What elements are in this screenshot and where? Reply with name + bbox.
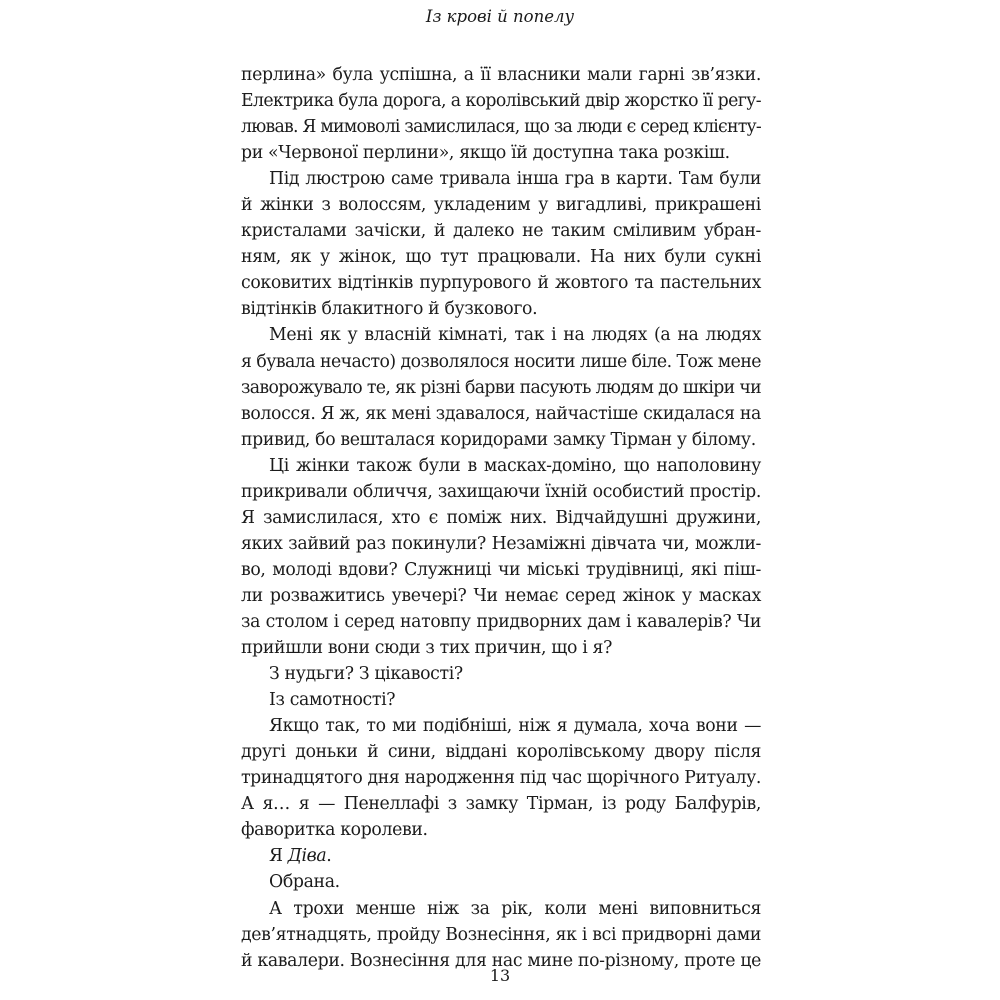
text-line: я бувала нечасто) дозволялося носити лише біле. Тож мене: [241, 351, 761, 372]
text-line: Із самотності?: [269, 690, 396, 711]
text-line: А трохи менше ніж за рік, коли мені виповниться: [269, 898, 761, 919]
text-line: ри «Червоної перлини», якщо їй доступна така розкіш.: [241, 143, 730, 164]
text-line: яких зайвий раз покинули? Незаміжні дівчата чи, можли-: [241, 533, 761, 554]
text-line: Мені як у власній кімнаті, так і на людях (а на людях: [269, 325, 761, 346]
text-line: заворожувало те, як різні барви пасують людям до шкіри чи: [241, 377, 761, 398]
text-line: прийшли вони сюди з тих причин, що і я?: [241, 638, 612, 659]
text-line: й жінки з волоссям, укладеним у вигадливі, прикрашені: [241, 195, 761, 216]
text-line: другі доньки й сини, віддані королівському двору після: [241, 742, 761, 763]
text-run: .: [326, 846, 332, 867]
text-line: лював. Я мимоволі замислилася, що за люди є серед клієнту-: [241, 117, 761, 138]
text-line: за столом і серед натовпу придворних дам і кавалерів? Чи: [241, 611, 761, 632]
text-line: кристалами зачіски, й далеко не таким сміливим убран-: [241, 221, 761, 242]
text-line: волосся. Я ж, як мені здавалося, найчастіше скидалася на: [241, 403, 761, 424]
running-head: Із крові й попелу: [425, 7, 575, 26]
text-line: перлина» була успішна, а її власники мали гарні зв’язки.: [241, 65, 761, 85]
text-line: Обрана.: [269, 872, 340, 893]
text-line: Ці жінки також були в масках-доміно, що наполовину: [269, 455, 761, 476]
body-text: [241, 62, 761, 974]
text-line: й кавалери. Вознесіння для нас мине по-різному, проте це: [241, 950, 761, 971]
text-line: тринадцятого дня народження під час щорічного Ритуалу.: [241, 768, 761, 789]
text-line: Я замислилася, хто є поміж них. Відчайдушні дружини,: [241, 507, 761, 528]
text-line: прикривали обличчя, захищаючи їхній особистий простір.: [241, 481, 761, 502]
text-line: соковитих відтінків пурпурового й жовтого та пастельних: [241, 273, 761, 294]
text-line: ням, як у жінок, що тут працювали. На них були сукні: [241, 247, 761, 268]
text-line: дев’ятнадцять, пройду Вознесіння, як і всі придворні дами: [241, 924, 761, 945]
italic-text-run: Діва: [287, 846, 327, 867]
text-line: Якщо так, то ми подібніші, ніж я думала, хоча вони —: [269, 716, 761, 737]
text-line: ли розважитись увечері? Чи немає серед жінок у масках: [241, 585, 761, 606]
text-line: З нудьги? З цікавості?: [269, 664, 463, 685]
text-line: А я… я — Пенеллафі з замку Тірман, із роду Балфурів,: [241, 794, 761, 815]
page-number: 13: [489, 966, 511, 985]
text-run: Я: [269, 846, 288, 867]
text-line: Під люстрою саме тривала інша гра в карти. Там були: [269, 169, 761, 190]
text-line: відтінків блакитного й бузкового.: [241, 299, 538, 320]
text-line: [241, 843, 761, 869]
text-line: привид, бо вешталася коридорами замку Тірман у білому.: [241, 429, 756, 450]
text-line: во, молоді вдови? Служниці чи міські трудівниці, які піш-: [241, 559, 761, 580]
text-line: Електрика була дорога, а королівський двір жорстко її регу-: [241, 91, 761, 112]
text-line: фаворитка королеви.: [241, 820, 428, 841]
